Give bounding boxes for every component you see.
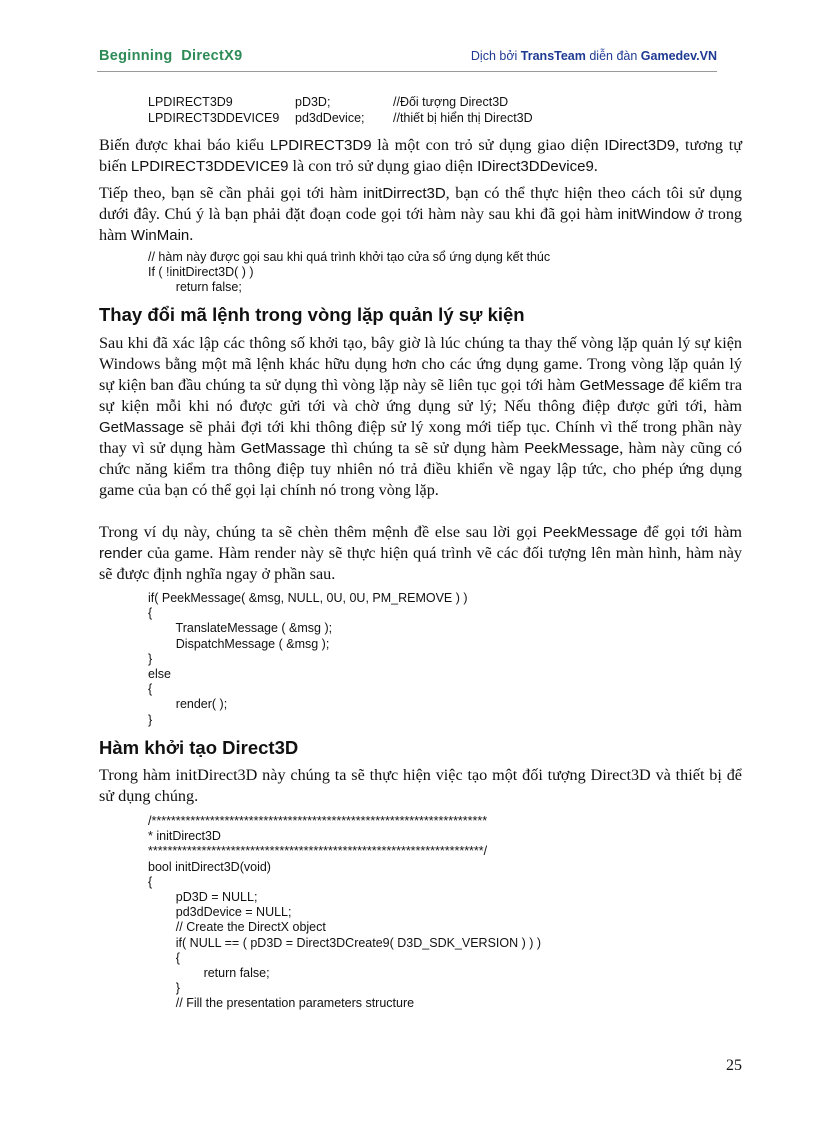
declaration-type: LPDIRECT3DDEVICE9 (148, 111, 280, 125)
code-block-init-call: // hàm này được gọi sau khi quá trình khởi tạo cửa sổ ứng dụng kết thúc If ( !initDirect3D( ) ) return false; (148, 250, 551, 295)
credit-forum: Gamedev.VN (640, 49, 717, 63)
credit-middle: diễn đàn (585, 49, 641, 63)
keyword: render (99, 545, 143, 562)
section-heading-message-loop: Thay đổi mã lệnh trong vòng lặp quản lý sự kiện (99, 304, 525, 325)
keyword: LPDIRECT3DDEVICE9 (130, 158, 289, 175)
keyword: IDirect3DDevice9 (477, 158, 594, 175)
keyword: GetMessage (579, 377, 665, 394)
section-heading-init-direct3d: Hàm khởi tạo Direct3D (99, 737, 299, 758)
keyword: IDirect3D9 (604, 137, 676, 154)
keyword: WinMain (130, 227, 190, 244)
keyword: PeekMessage (524, 440, 620, 457)
page-number: 25 (726, 1057, 742, 1074)
keyword: initDirrect3D (363, 185, 446, 202)
paragraph-pointer-types: Biến được khai báo kiểu LPDIRECT3D9 là một con trỏ sử dụng giao diện IDirect3D9, tương tự biến LPDIRECT3DDEVICE9 là con trỏ sử dụng giao diện IDirect3DDevice9. (99, 136, 743, 175)
variable-declarations (148, 94, 533, 126)
keyword: GetMassage (99, 419, 185, 436)
translation-credit (471, 49, 717, 63)
paragraph-call-init: Tiếp theo, bạn sẽ cần phải gọi tới hàm initDirrect3D, bạn có thể thực hiện theo cách tôi sử dụng dưới đây. Chú ý là bạn phải đặt đoạn code gọi tới hàm này sau khi đã gọi hàm initWindow ở trong hàm WinMain. (99, 184, 743, 244)
code-block-message-loop: if( PeekMessage( &msg, NULL, 0U, 0U, PM_REMOVE ) ) { TranslateMessage ( &msg ); DispatchMessage ( &msg ); } else { render( ); } (148, 591, 468, 727)
keyword: PeekMessage (542, 524, 638, 541)
book-title: Beginning DirectX9 (99, 48, 243, 64)
declaration-name: pD3D; (295, 95, 331, 109)
declaration-row (148, 110, 533, 126)
header-divider (97, 71, 717, 72)
keyword: LPDIRECT3D9 (269, 137, 372, 154)
credit-team: TransTeam (520, 49, 586, 63)
declaration-type: LPDIRECT3D9 (148, 95, 233, 109)
declaration-comment: //thiết bị hiển thị Direct3D (393, 111, 533, 125)
keyword: GetMassage (240, 440, 326, 457)
paragraph-peekmessage: Sau khi đã xác lập các thông số khởi tạo, bây giờ là lúc chúng ta thay thế vòng lặp quản lý sự kiện Windows bằng một mã lệnh khác hữu dụng hơn cho các ứng dụng game. Trong vòng lặp quản lý sự kiện ban đầu chúng ta sử dụng thì vòng lặp này sẽ liên tục gọi tới hàm GetMessage để kiểm tra sự kiện mỗi khi nó được gửi tới và chờ ứng dụng sử lý; Nếu thông điệp được gửi tới, hàm GetMassage sẽ phải đợi tới khi thông điệp sử lý xong mới tiếp tục. Chính vì thế trong phần này thay vì sử dụng hàm GetMassage thì chúng ta sẽ sử dụng hàm PeekMessage, hàm này cũng có chức năng kiểm tra thông điệp tuy nhiên nó trả điều khiển về ngay lập tức, cho phép ứng dụng game của bạn có thể gọi lại chính nó trong vòng lặp. (99, 334, 742, 499)
credit-prefix: Dịch bởi (470, 49, 521, 63)
declaration-comment: //Đối tượng Direct3D (393, 95, 509, 109)
declaration-row (148, 94, 509, 110)
keyword: initWindow (617, 206, 691, 223)
code-block-init-direct3d: /********************************************************************* * initDirect3D *********************************************************************/ bool initDirect3D(void) { pD3D = NULL; pd3dDevice = NULL; // Create the DirectX object if( NULL == ( pD3D = Direct3DCreate9( D3D_SDK_VERSION ) ) ) { return false; } // Fill the presentation parameters structure (148, 814, 542, 1011)
paragraph-render-call: Trong ví dụ này, chúng ta sẽ chèn thêm mệnh đề else sau lời gọi PeekMessage để gọi tới hàm render của game. Hàm render này sẽ thực hiện quá trình vẽ các đối tượng lên màn hình, hàm này sẽ được định nghĩa ngay ở phần sau. (99, 523, 743, 583)
paragraph-init-direct3d: Trong hàm initDirect3D này chúng ta sẽ thực hiện việc tạo một đối tượng Direct3D và thiết bị để sử dụng chúng. (99, 766, 742, 805)
declaration-name: pd3dDevice; (295, 111, 365, 125)
